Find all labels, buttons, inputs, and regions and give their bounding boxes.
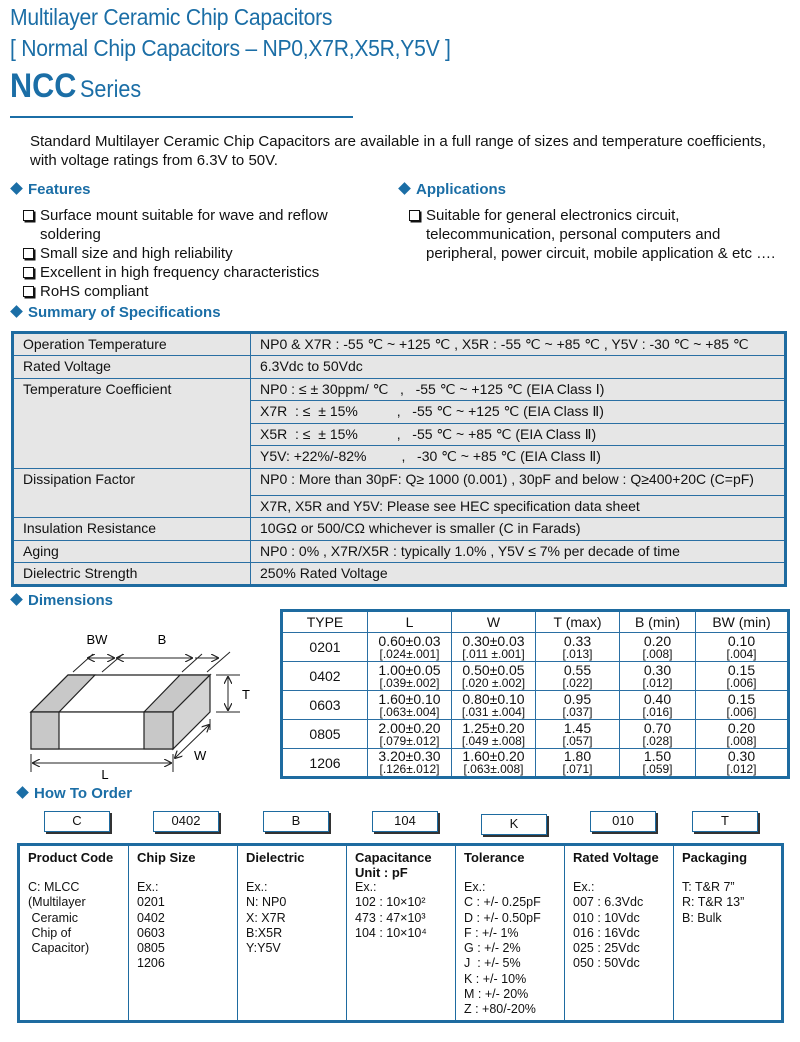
inch-value: [.008] (642, 646, 673, 661)
bw-label: BW (86, 632, 108, 647)
dimensions-table (280, 609, 790, 779)
column-subtitle: Unit : pF (355, 865, 408, 880)
applications-heading-label: Applications (416, 181, 507, 198)
table-row (13, 378, 786, 401)
specs-heading (10, 304, 221, 321)
option-line: Z : +80/-20% (464, 1002, 536, 1017)
order-column-packaging (674, 846, 781, 1020)
inch-value: [.057] (562, 733, 593, 748)
option-line: F : +/- 1% (464, 925, 519, 940)
w-cell (452, 720, 536, 749)
inch-value: [.012] (642, 675, 673, 690)
option-line: 1206 (137, 956, 165, 971)
mm-value: 1.60±0.10 (378, 690, 441, 707)
list-item (22, 244, 362, 263)
order-column-chip-size (129, 846, 238, 1020)
inch-value: [.037] (562, 704, 593, 719)
option-line: 0603 (137, 925, 165, 940)
column-title: Product Code (28, 850, 114, 865)
inch-value: [.013] (562, 646, 593, 661)
order-column-rated-voltage (565, 846, 674, 1020)
w-label: W (194, 748, 207, 763)
applications-list (408, 206, 793, 263)
features-heading-label: Features (28, 181, 91, 198)
inch-value: [.006] (726, 675, 757, 690)
bw-cell (696, 662, 789, 691)
option-line: N: NP0 (246, 895, 287, 910)
mm-value: 1.00±0.05 (378, 661, 441, 678)
column-header: BW (min) (696, 611, 789, 633)
column-title: Tolerance (464, 850, 525, 865)
application-text: Suitable for general electronics circuit, telecommunication, personal computers and peripheral, power circuit, mobile application & etc …. (426, 207, 776, 262)
order-column-tolerance (456, 846, 565, 1020)
l-cell (368, 633, 452, 662)
l-cell (368, 749, 452, 778)
mm-value: 0.70 (643, 719, 672, 736)
diamond-bullet-icon (398, 182, 411, 195)
t-cell (536, 691, 620, 720)
mm-value: 0.80±0.10 (462, 690, 525, 707)
option-line: Ex.: (137, 880, 159, 894)
b-cell (620, 749, 696, 778)
inch-value: [.006] (726, 704, 757, 719)
series-title (10, 67, 148, 106)
table-row (13, 356, 786, 379)
series-code: NCC (10, 67, 77, 105)
mm-value: 0.40 (643, 690, 672, 707)
table-row (13, 333, 786, 356)
diamond-bullet-icon (10, 182, 23, 195)
column-header: W (452, 611, 536, 633)
type-cell: 0402 (282, 662, 368, 691)
column-title: Dielectric (246, 850, 305, 865)
checkbox-icon (409, 210, 420, 221)
mm-value: 0.20 (643, 632, 672, 649)
table-row (282, 633, 789, 662)
table-row (13, 518, 786, 541)
option-line: Ex.: (573, 880, 595, 894)
order-code-table (17, 843, 784, 1023)
mm-value: 1.50 (643, 748, 672, 764)
mm-value: 0.15 (727, 661, 756, 678)
list-item (22, 206, 362, 244)
list-item (22, 263, 362, 282)
l-cell (368, 720, 452, 749)
inch-value: [.011 ±.001] (462, 646, 525, 661)
column-header: T (max) (536, 611, 620, 633)
option-line: Ex.: (355, 880, 377, 894)
spec-label: Rated Voltage (13, 356, 251, 379)
table-row (282, 720, 789, 749)
spacer (246, 865, 338, 880)
t-cell (536, 633, 620, 662)
spec-value: NP0 : ≤ ± 30ppm/ ℃ , -55 ℃ ~ +125 ℃ (EIA Class Ⅰ) (251, 378, 786, 401)
features-heading (10, 181, 91, 198)
table-row (282, 691, 789, 720)
option-line: G : +/- 2% (464, 941, 521, 956)
mm-value: 1.45 (563, 719, 592, 736)
table-row (282, 749, 789, 778)
feature-text: Surface mount suitable for wave and reflow soldering (40, 207, 328, 243)
dimensions-heading (10, 592, 113, 609)
option-line: 016 : 16Vdc (573, 925, 640, 940)
spec-label: Dielectric Strength (13, 563, 251, 586)
spacer (682, 865, 773, 880)
column-title: Capacitance (355, 850, 432, 865)
chip-dimension-diagram (20, 612, 250, 782)
w-cell (452, 633, 536, 662)
bw-cell (696, 749, 789, 778)
order-heading (16, 785, 132, 802)
checkbox-icon (23, 267, 34, 278)
mm-value: 1.80 (563, 748, 592, 764)
feature-text: Small size and high reliability (40, 245, 233, 262)
feature-text: RoHS compliant (40, 283, 149, 300)
order-column-dielectric (238, 846, 347, 1020)
inch-value: [.039±.002] (379, 675, 440, 690)
type-cell: 1206 (282, 749, 368, 778)
order-column-product-code (20, 846, 129, 1020)
table-row (282, 662, 789, 691)
option-line: 010 : 10Vdc (573, 910, 640, 925)
diamond-bullet-icon (16, 786, 29, 799)
spec-value: 6.3Vdc to 50Vdc (251, 356, 786, 379)
inch-value: [.071] (562, 762, 593, 776)
option-line: C: MLCC (28, 880, 80, 894)
l-cell (368, 691, 452, 720)
dimensions-heading-label: Dimensions (28, 592, 114, 609)
option-line: 025 : 25Vdc (573, 941, 640, 956)
spec-value: X7R : ≤ ± 15% , -55 ℃ ~ +125 ℃ (EIA Class Ⅱ) (251, 401, 786, 424)
mm-value: 3.20±0.30 (378, 748, 441, 764)
table-header-row (282, 611, 789, 633)
spec-value: NP0 : 0% , X7R/X5R : typically 1.0% , Y5V ≤ 7% per decade of time (251, 540, 786, 563)
option-line: 0805 (137, 941, 165, 956)
code-box-rated-voltage: 010 (590, 811, 656, 832)
column-title: Rated Voltage (573, 850, 659, 865)
l-cell (368, 662, 452, 691)
option-line: 050 : 50Vdc (573, 956, 640, 971)
option-line: T: T&R 7” (682, 880, 735, 894)
code-box-dielectric: B (263, 811, 329, 832)
column-title: Chip Size (137, 850, 196, 865)
spec-value: NP0 : More than 30pF: Q≥ 1000 (0.001) , 30pF and below : Q≥400+20C (C=pF) (251, 468, 786, 495)
inch-value: [.024±.001] (379, 646, 440, 661)
list-item (22, 282, 362, 301)
option-line: B: Bulk (682, 910, 722, 925)
header-rule (10, 116, 353, 118)
column-header: L (368, 611, 452, 633)
mm-value: 2.00±0.20 (378, 719, 441, 736)
page-subtitle: [ Normal Chip Capacitors – NP0,X7R,X5R,Y5V ] (10, 35, 451, 61)
t-cell (536, 720, 620, 749)
option-line: 104 : 10×10⁴ (355, 925, 427, 940)
mm-value: 0.30±0.03 (462, 632, 525, 649)
order-column-capacitance (347, 846, 456, 1020)
b-label: B (157, 632, 167, 647)
b-cell (620, 691, 696, 720)
option-line: 0402 (137, 910, 165, 925)
inch-value: [.059] (642, 762, 673, 776)
diamond-bullet-icon (10, 593, 23, 606)
bw-cell (696, 633, 789, 662)
inch-value: [.022] (562, 675, 593, 690)
page-title: Multilayer Ceramic Chip Capacitors (10, 4, 333, 30)
option-line: M : +/- 20% (464, 987, 529, 1002)
spec-label: Dissipation Factor (13, 468, 251, 518)
t-cell (536, 662, 620, 691)
specs-heading-label: Summary of Specifications (28, 304, 221, 321)
mm-value: 0.15 (727, 690, 756, 707)
checkbox-icon (23, 210, 34, 221)
table-row (13, 563, 786, 586)
option-line: Ex.: (464, 880, 486, 894)
mm-value: 0.10 (727, 632, 756, 649)
option-line: C : +/- 0.25pF (464, 895, 541, 910)
spec-value: 10GΩ or 500/CΩ whichever is smaller (C in Farads) (251, 518, 786, 541)
inch-value: [.049 ±.008] (461, 733, 526, 748)
mm-value: 0.20 (727, 719, 756, 736)
inch-value: [.012] (726, 762, 757, 776)
w-cell (452, 749, 536, 778)
inch-value: [.079±.012] (379, 733, 440, 748)
code-box-packaging: T (692, 811, 758, 832)
inch-value: [.126±.012] (379, 762, 440, 776)
option-line: Ceramic (28, 910, 79, 925)
l-label: L (101, 767, 109, 782)
spec-value: 250% Rated Voltage (251, 563, 786, 586)
spacer (573, 865, 665, 880)
inch-value: [.031 ±.004] (461, 704, 526, 719)
mm-value: 0.33 (563, 632, 592, 649)
checkbox-icon (23, 286, 34, 297)
spec-label: Aging (13, 540, 251, 563)
option-line: K : +/- 10% (464, 971, 527, 986)
intro-paragraph: Standard Multilayer Ceramic Chip Capacitors are available in a full range of sizes and temperature coefficients, with voltage ratings from 6.3V to 50V. (30, 133, 766, 169)
b-cell (620, 662, 696, 691)
table-row (13, 468, 786, 495)
inch-value: [.004] (726, 646, 757, 661)
feature-text: Excellent in high frequency characteristics (40, 264, 320, 281)
option-line: B:X5R (246, 925, 283, 940)
code-box-product: C (44, 811, 110, 832)
option-line: (Multilayer (28, 895, 86, 910)
inch-value: [.020 ±.002] (461, 675, 526, 690)
diamond-bullet-icon (10, 305, 23, 318)
w-cell (452, 662, 536, 691)
column-title: Packaging (682, 850, 748, 865)
code-box-capacitance: 104 (372, 811, 438, 832)
mm-value: 0.55 (563, 661, 592, 678)
inch-value: [.063±.008] (463, 762, 524, 776)
option-line: Y:Y5V (246, 941, 281, 956)
type-cell: 0603 (282, 691, 368, 720)
spec-label: Temperature Coefficient (13, 378, 251, 468)
code-box-chip-size: 0402 (153, 811, 219, 832)
option-line: Chip of (28, 925, 72, 940)
mm-value: 0.30 (727, 748, 756, 764)
inch-value: [.063±.004] (379, 704, 440, 719)
b-cell (620, 720, 696, 749)
spacer (28, 865, 120, 880)
inch-value: [.028] (642, 733, 673, 748)
list-item (408, 206, 793, 263)
option-line: 473 : 47×10³ (355, 910, 426, 925)
t-label: T (242, 687, 250, 702)
option-line: 007 : 6.3Vdc (573, 895, 644, 910)
bw-cell (696, 720, 789, 749)
type-cell: 0201 (282, 633, 368, 662)
mm-value: 0.60±0.03 (378, 632, 441, 649)
spec-value: X5R : ≤ ± 15% , -55 ℃ ~ +85 ℃ (EIA Class Ⅱ) (251, 423, 786, 446)
option-line: D : +/- 0.50pF (464, 910, 541, 925)
series-word: Series (80, 76, 142, 103)
spec-label: Insulation Resistance (13, 518, 251, 541)
mm-value: 0.50±0.05 (462, 661, 525, 678)
mm-value: 0.95 (563, 690, 592, 707)
mm-value: 1.25±0.20 (462, 719, 525, 736)
spacer (464, 865, 556, 880)
applications-heading (398, 181, 506, 198)
type-cell: 0805 (282, 720, 368, 749)
t-cell (536, 749, 620, 778)
option-line: 102 : 10×10² (355, 895, 426, 910)
option-line: X: X7R (246, 910, 286, 925)
code-box-tolerance: K (481, 814, 547, 835)
order-heading-label: How To Order (34, 785, 133, 802)
spec-label: Operation Temperature (13, 333, 251, 356)
table-row (13, 540, 786, 563)
option-line: 0201 (137, 895, 165, 910)
option-line: R: T&R 13” (682, 895, 745, 910)
spec-value: NP0 & X7R : -55 ℃ ~ +125 ℃ , X5R : -55 ℃ ~ +85 ℃ , Y5V : -30 ℃ ~ +85 ℃ (251, 333, 786, 356)
spec-value: Y5V: +22%/-82% , -30 ℃ ~ +85 ℃ (EIA Class Ⅱ) (251, 446, 786, 469)
column-header: TYPE (282, 611, 368, 633)
column-header: B (min) (620, 611, 696, 633)
specifications-table (11, 331, 787, 587)
spacer (137, 865, 229, 880)
option-line: J : +/- 5% (464, 956, 521, 971)
checkbox-icon (23, 248, 34, 259)
bw-cell (696, 691, 789, 720)
mm-value: 1.60±0.20 (462, 748, 525, 764)
b-cell (620, 633, 696, 662)
w-cell (452, 691, 536, 720)
features-list (22, 206, 362, 301)
inch-value: [.008] (726, 733, 757, 748)
option-line: Ex.: (246, 880, 268, 894)
inch-value: [.016] (642, 704, 673, 719)
option-line: Capacitor) (28, 941, 90, 956)
spec-value: X7R, X5R and Y5V: Please see HEC specification data sheet (251, 495, 786, 518)
mm-value: 0.30 (643, 661, 672, 678)
